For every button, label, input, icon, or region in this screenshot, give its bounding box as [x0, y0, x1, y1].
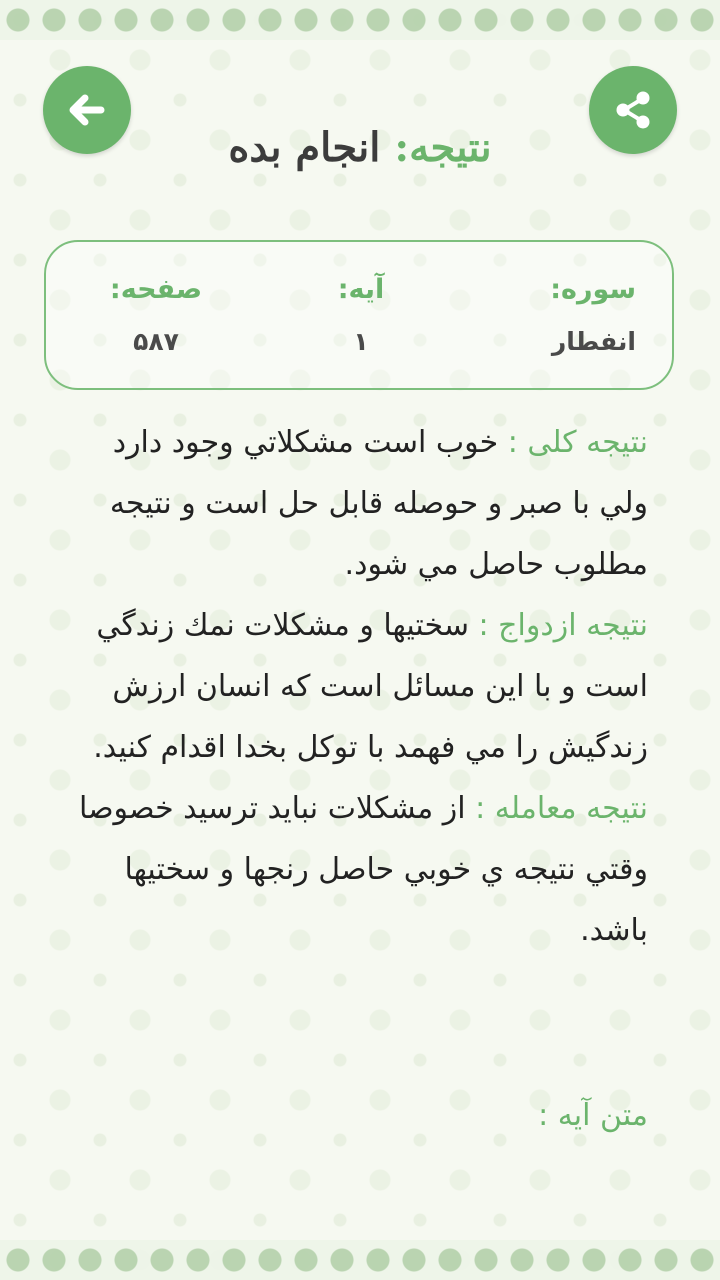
decorative-border-top [0, 0, 720, 40]
verse-info-box [44, 240, 674, 390]
page-label: صفحه: [109, 274, 203, 305]
aya-column [301, 242, 421, 388]
aya-label: آیه: [337, 274, 385, 305]
general-result-text: خوب است مشكلاتي وجود دارد ولي با صبر و حوصله قابل حل است و نتيجه مطلوب حاصل مي شود. [109, 425, 648, 582]
general-result-label: نتيجه کلی : [498, 425, 648, 460]
share-icon [611, 88, 655, 132]
sura-label: سوره: [550, 274, 636, 305]
page-value: ۵۸۷ [133, 327, 179, 356]
trade-result-text: از مشكلات نبايد ترسيد خصوصا وقتي نتيجه ي خوبي حاصل رنجها و سختيها باشد. [78, 791, 648, 948]
sura-column [516, 242, 636, 388]
page-title-value: انجام بده [228, 124, 395, 171]
sura-value: انفطار [551, 327, 636, 356]
decorative-border-bottom [0, 1240, 720, 1280]
back-button[interactable] [43, 66, 131, 154]
trade-result [58, 778, 648, 961]
aya-value: ۱ [353, 327, 369, 356]
general-result [58, 412, 648, 595]
page-title [150, 118, 570, 178]
arrow-left-icon [65, 88, 109, 132]
verse-text-heading: متن آیه : [538, 1098, 648, 1133]
trade-result-label: نتيجه معامله : [465, 791, 648, 826]
page-title-label: نتیجه: [394, 124, 492, 171]
marriage-result [58, 595, 648, 778]
page-column [96, 242, 216, 388]
marriage-result-label: نتيجه ازدواج : [469, 608, 648, 643]
results-content [58, 412, 648, 961]
share-button[interactable] [589, 66, 677, 154]
marriage-result-text: سختيها و مشكلات نمك زندگي است و با اين مسائل است كه انسان ارزش زندگيش را مي فهمد با توكل بخدا اقدام كنيد. [93, 608, 648, 765]
